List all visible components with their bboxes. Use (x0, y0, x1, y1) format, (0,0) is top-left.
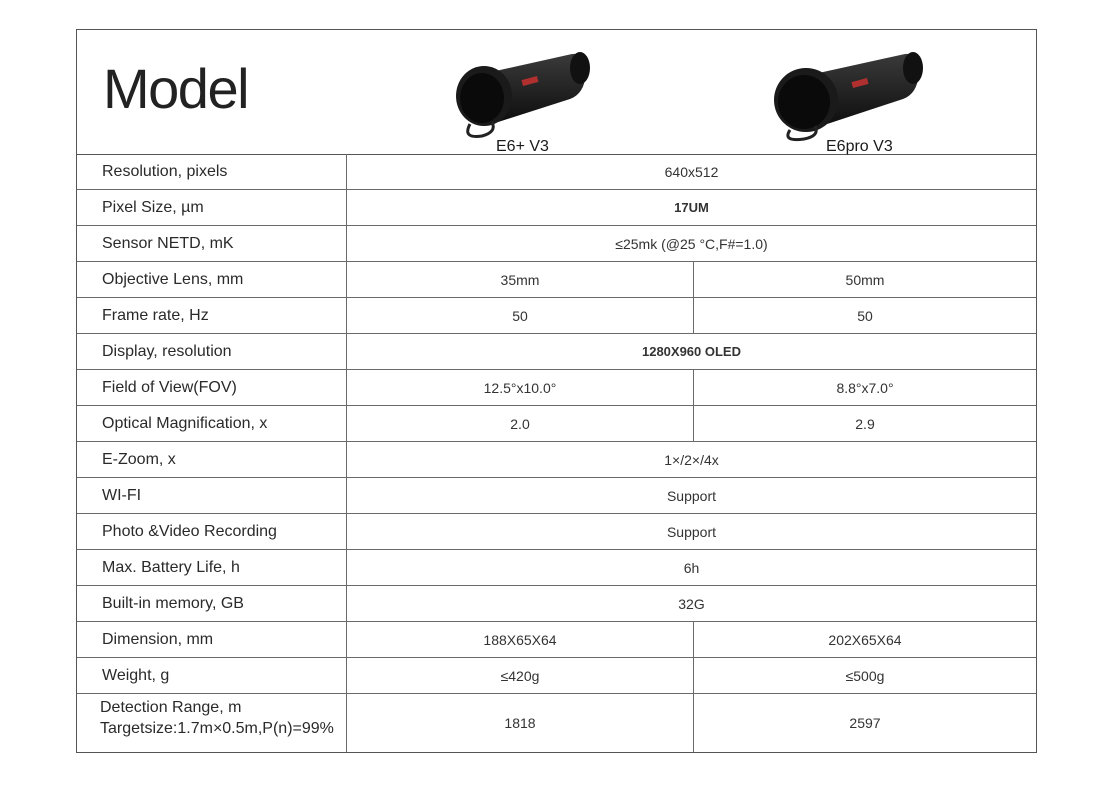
row-value-e6plus: 12.5°x10.0° (347, 370, 694, 405)
product-name: E6+ V3 (496, 138, 549, 155)
row-value-e6plus: 2.0 (347, 406, 694, 441)
row-value: 32G (678, 595, 705, 612)
row-label: Sensor NETD, mK (77, 226, 347, 261)
row-label: Photo &Video Recording (77, 514, 347, 549)
row-label: Optical Magnification, x (77, 406, 347, 441)
table-row (77, 262, 1036, 298)
product-e6plus (452, 44, 652, 154)
row-label: Frame rate, Hz (77, 298, 347, 333)
spec-table (76, 29, 1037, 753)
table-row (77, 190, 1036, 226)
table-row (77, 298, 1036, 334)
row-value-e6pro: 8.8°x7.0° (836, 379, 894, 396)
row-value-e6pro: 202X65X64 (828, 631, 902, 648)
row-value-e6plus: 50 (347, 298, 694, 333)
row-value: 1×/2×/4x (664, 451, 719, 468)
row-value: Support (666, 523, 717, 540)
row-value: 1280X960 OLED (641, 344, 741, 359)
row-value-e6pro: ≤500g (845, 667, 885, 684)
row-value-e6plus: 188X65X64 (347, 622, 694, 657)
row-label: Objective Lens, mm (77, 262, 347, 297)
row-value: ≤25mk (@25 °C,F#=1.0) (615, 235, 768, 252)
row-label: WI-FI (77, 478, 347, 513)
row-value: 640x512 (664, 163, 719, 180)
row-value-e6plus: 35mm (347, 262, 694, 297)
table-header (77, 30, 1036, 155)
row-label: E-Zoom, x (77, 442, 347, 477)
table-row (77, 514, 1036, 550)
row-label: Pixel Size, µm (77, 190, 347, 225)
product-e6pro (770, 44, 970, 154)
row-value-e6pro: 2.9 (855, 415, 875, 432)
model-title: Model (103, 57, 249, 120)
table-row (77, 586, 1036, 622)
table-row (77, 478, 1036, 514)
table-row (77, 226, 1036, 262)
thermal-monocular-icon (770, 44, 930, 144)
row-value-e6plus: ≤420g (347, 658, 694, 693)
row-label: Max. Battery Life, h (77, 550, 347, 585)
row-label: Built-in memory, GB (77, 586, 347, 621)
row-value-e6plus: 1818 (347, 694, 694, 752)
product-name: E6pro V3 (826, 138, 893, 155)
table-row (77, 622, 1036, 658)
table-row (77, 406, 1036, 442)
table-row (77, 334, 1036, 370)
table-row (77, 550, 1036, 586)
row-value-e6pro: 50 (857, 307, 873, 324)
row-label: Resolution, pixels (77, 154, 347, 189)
row-label-line: Detection Range, m (100, 699, 242, 716)
row-value: Support (666, 487, 717, 504)
table-row (77, 658, 1036, 694)
row-label-subline: Targetsize:1.7m×0.5m,P(n)=99% (100, 720, 334, 737)
table-row (77, 442, 1036, 478)
row-label: Weight, g (77, 658, 347, 693)
row-label (77, 694, 347, 752)
row-value: 17UM (674, 200, 709, 215)
table-row (77, 154, 1036, 190)
row-value: 6h (683, 559, 700, 576)
row-label: Display, resolution (77, 334, 347, 369)
table-row (77, 370, 1036, 406)
row-label: Field of View(FOV) (77, 370, 347, 405)
row-label: Dimension, mm (77, 622, 347, 657)
table-row (77, 694, 1036, 752)
thermal-monocular-icon (452, 44, 592, 144)
row-value-e6pro: 2597 (849, 715, 881, 731)
row-value-e6pro: 50mm (845, 271, 885, 288)
